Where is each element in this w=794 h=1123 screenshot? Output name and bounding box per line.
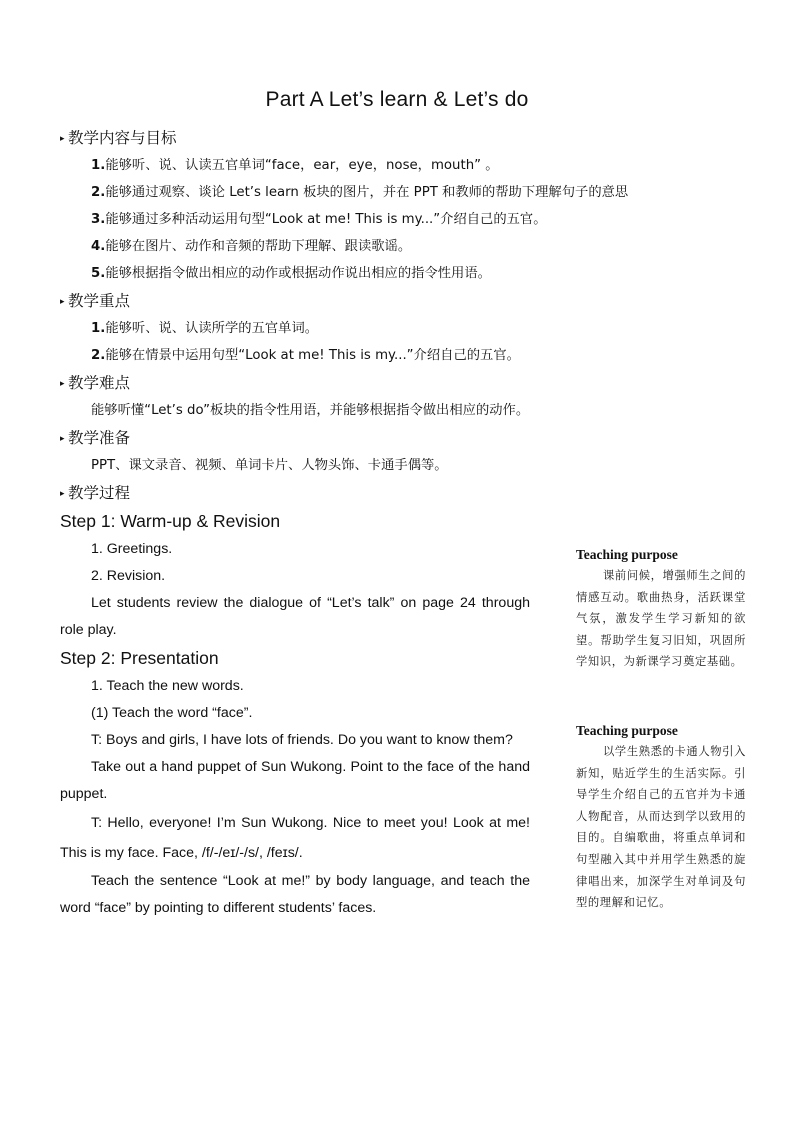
section-objectives [60,124,629,287]
list-item: 2.能够在情景中运用句型“Look at me! This is my...”介绍自己的五官。 [91,348,520,363]
section-heading: ▸ 教学重点 [60,287,530,315]
triangle-bullet-icon: ▸ [60,489,65,499]
paragraph: Teach the sentence “Look at me!” by body language, and teach the word “face” by pointing to different students’ faces. [60,873,530,916]
section-process [60,479,530,507]
sidebar-body: 课前问候，增强师生之间的情感互动。歌曲热身，活跃课堂气氛，激发学生学习新知的欲望。帮助学生复习旧知，巩固所学知识，为新课学习奠定基础。 [576,569,746,669]
list-item: PPT、课文录音、视频、单词卡片、人物头饰、卡通手偶等。 [91,458,448,473]
step-heading: Step 1: Warm-up & Revision [60,511,281,531]
section-heading: ▸ 教学难点 [60,369,530,397]
sidebar-note-2 [576,721,746,914]
section-heading: ▸ 教学过程 [60,479,530,507]
step-2 [60,644,530,922]
list-item: 能够听懂“Let’s do”板块的指令性用语，并能够根据指令做出相应的动作。 [91,403,530,418]
list-item: 5.能够根据指令做出相应的动作或根据动作说出相应的指令性用语。 [91,266,491,281]
paragraph: 1. Teach the new words. [91,678,244,694]
page-title: Part A Let’s learn & Let’s do [265,88,529,111]
paragraph: Take out a hand puppet of Sun Wukong. Point to the face of the hand puppet. [60,759,530,802]
paragraph: 1. Greetings. [91,541,173,557]
section-preparation [60,424,530,479]
section-key-points [60,287,530,369]
sidebar-heading: Teaching purpose [576,723,678,738]
list-item: 1.能够听、说、认读所学的五官单词。 [91,321,319,336]
paragraph: (1) Teach the word “face”. [91,705,253,721]
paragraph: Let students review the dialogue of “Let’s talk” on page 24 through role play. [60,595,530,638]
sidebar-note-1 [576,545,746,673]
sidebar-heading: Teaching purpose [576,547,678,562]
triangle-bullet-icon: ▸ [60,134,65,144]
list-item: 4.能够在图片、动作和音频的帮助下理解、跟读歌谣。 [91,239,412,254]
section-heading: ▸ 教学内容与目标 [60,124,530,152]
section-difficulties [60,369,530,424]
section-heading: ▸ 教学准备 [60,424,530,452]
list-item: 2.能够通过观察、谈论 Let’s learn 板块的图片，并在 PPT 和教师的帮助下理解句子的意思 [91,185,629,200]
paragraph: T: Hello, everyone! I’m Sun Wukong. Nice to meet you! Look at me! This is my face. Face, /f/-/eɪ/-/s/, /feɪs/. [60,815,530,861]
triangle-bullet-icon: ▸ [60,379,65,389]
sidebar-body: 以学生熟悉的卡通人物引入新知，贴近学生的生活实际。引导学生介绍自己的五官并为卡通人物配音，从而达到学以致用的目的。自编歌曲，将重点单词和句型融入其中并用学生熟悉的旋律唱出来，加深学生对单词及句型的理解和记忆。 [576,745,746,910]
step-heading: Step 2: Presentation [60,648,219,668]
list-item: 3.能够通过多种活动运用句型“Look at me! This is my...”介绍自己的五官。 [91,212,547,227]
list-item: 1.能够听、说、认读五官单词“face，ear，eye，nose，mouth” 。 [91,158,499,173]
paragraph: T: Boys and girls, I have lots of friends. Do you want to know them? [91,732,513,748]
step-1 [60,507,530,644]
paragraph: 2. Revision. [91,568,166,584]
triangle-bullet-icon: ▸ [60,434,65,444]
triangle-bullet-icon: ▸ [60,297,65,307]
